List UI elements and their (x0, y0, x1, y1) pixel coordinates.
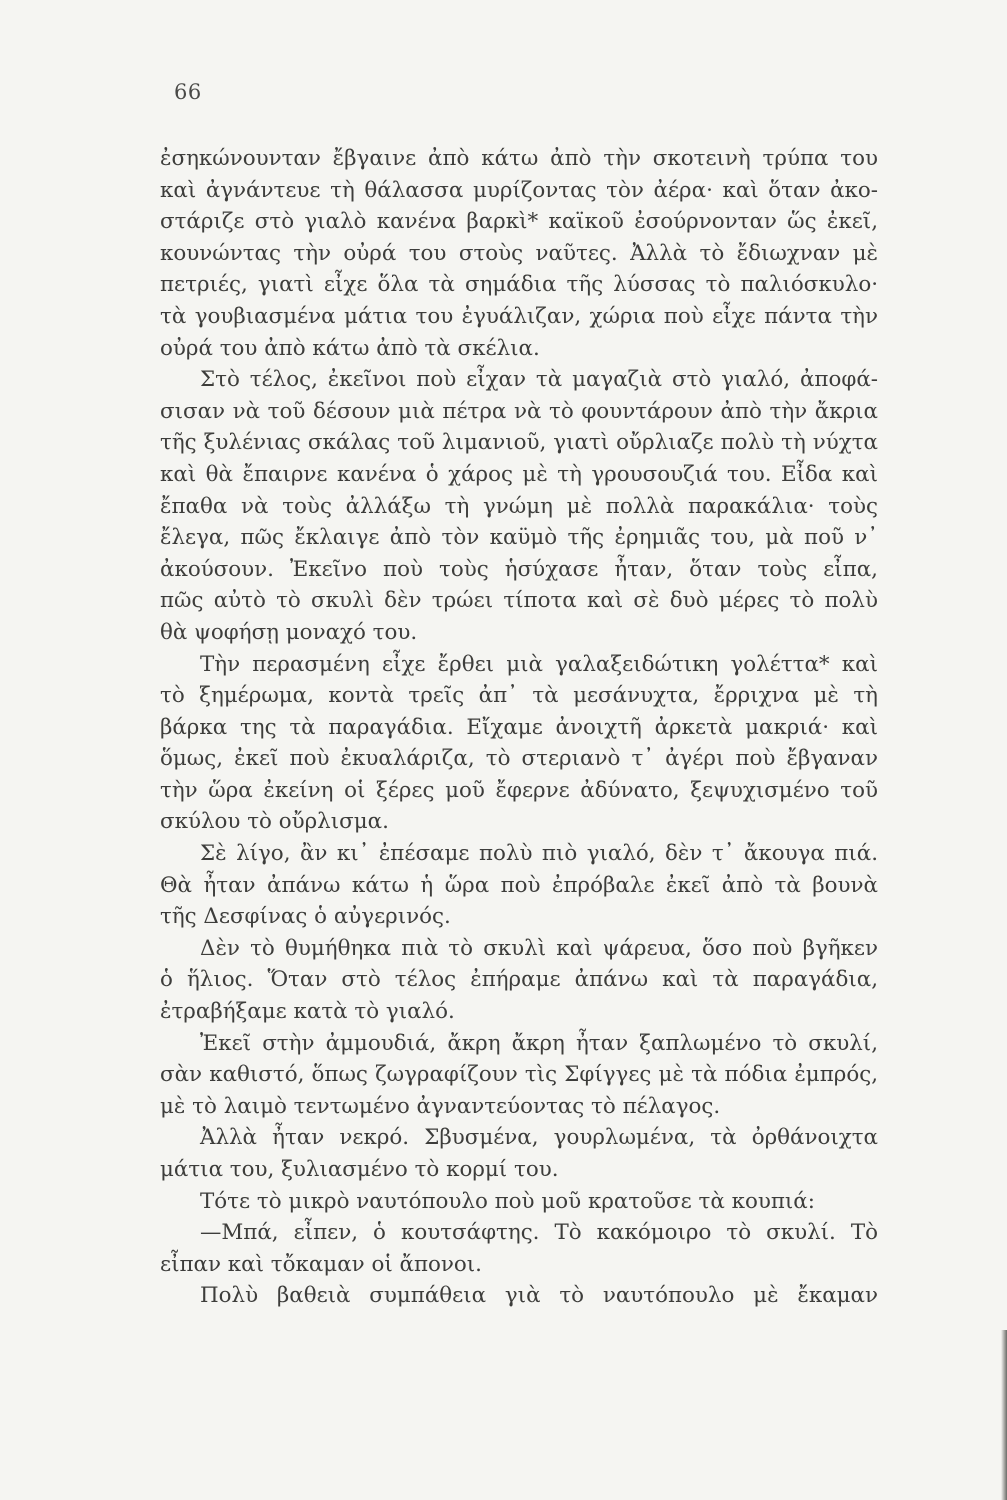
text-line: —Μπά, εἶπεν, ὁ κουτσάφτης. Τὸ κακόμοιρο τὸ σκυλί. Τὸ (200, 1220, 878, 1246)
page-number: 66 (174, 80, 202, 104)
text-line: τῆς Δεσφίνας ὁ αὐγερινός. (160, 904, 451, 930)
text-line: ἀκούσουν. Ἐκεῖνο ποὺ τοὺς ἡσύχασε ἦταν, ὅταν τοὺς εἶπα, (160, 556, 878, 582)
text-line: καὶ θὰ ἔπαιρνε κανένα ὁ χάρος μὲ τὴ γρουσουζιά του. Εἶδα καὶ (160, 461, 878, 487)
text-line: Σὲ λίγο, ἂν κι᾿ ἐπέσαμε πολὺ πιὸ γιαλό, δὲν τ᾿ ἄκουγα πιά. (200, 841, 878, 867)
text-line: ὁ ἥλιος. Ὅταν στὸ τέλος ἐπήραμε ἀπάνω καὶ τὰ παραγάδια, (160, 967, 878, 993)
text-line: ἔπαθα νὰ τοὺς ἀλλάξω τὴ γνώμη μὲ πολλὰ παρακάλια· τοὺς (160, 493, 878, 519)
text-line: κουνώντας τὴν οὐρά του στοὺς ναῦτες. Ἀλλὰ τὸ ἔδιωχναν μὲ (160, 240, 878, 266)
text-line: πετριές, γιατὶ εἶχε ὅλα τὰ σημάδια τῆς λύσσας τὸ παλιόσκυλο· (160, 272, 878, 298)
text-line: θὰ ψοφήσῃ μοναχό του. (160, 619, 418, 645)
text-line: τῆς ξυλένιας σκάλας τοῦ λιμανιοῦ, γιατὶ οὔρλιαζε πολὺ τὴ νύχτα (160, 430, 878, 456)
text-line: τὸ ξημέρωμα, κοντὰ τρεῖς ἀπ᾿ τὰ μεσάνυχτα, ἔρριχνα μὲ τὴ (160, 683, 878, 709)
text-line: τὰ γουβιασμένα μάτια του ἐγυάλιζαν, χώρια ποὺ εἶχε πάντα τὴν (160, 303, 878, 329)
text-line: μὲ τὸ λαιμὸ τεντωμένο ἀγναντεύοντας τὸ πέλαγος. (160, 1093, 721, 1119)
text-line: καὶ ἀγνάντευε τὴ θάλασσα μυρίζοντας τὸν ἀέρα· καὶ ὅταν ἀκο- (160, 177, 878, 203)
text-line: ὅμως, ἐκεῖ ποὺ ἐκυαλάριζα, τὸ στεριανὸ τ᾿ ἀγέρι ποὺ ἔβγαναν (160, 746, 878, 772)
text-line: μάτια του, ξυλιασμένο τὸ κορμί του. (160, 1157, 559, 1182)
text-line: πῶς αὐτὸ τὸ σκυλὶ δὲν τρώει τίποτα καὶ σὲ δυὸ μέρες τὸ πολὺ (160, 588, 878, 614)
text-line: σκύλου τὸ οὔρλισμα. (160, 809, 389, 835)
text-line: ἐσηκώνουνταν ἔβγαινε ἀπὸ κάτω ἀπὸ τὴν σκοτεινὴ τρύπα του (160, 146, 878, 171)
text-line: ἔλεγα, πῶς ἔκλαιγε ἀπὸ τὸν καϋμὸ τῆς ἐρημιᾶς του, μὰ ποῦ ν᾿ (160, 525, 878, 551)
text-line: τὴν ὥρα ἐκείνη οἱ ξέρες μοῦ ἔφερνε ἀδύνατο, ξεψυχισμένο τοῦ (160, 777, 878, 803)
page-edge-shadow (1001, 1330, 1007, 1500)
text-line: εἶπαν καὶ τὄκαμαν οἱ ἄπονοι. (160, 1251, 482, 1277)
text-line: Ἀλλὰ ἦταν νεκρό. Σβυσμένα, γουρλωμένα, τὰ ὀρθάνοιχτα (200, 1125, 878, 1151)
text-line: στάριζε στὸ γιαλὸ κανένα βαρκὶ* καϊκοῦ ἐσούρνονταν ὥς ἐκεῖ, (160, 209, 878, 235)
text-line: Τὴν περασμένη εἶχε ἔρθει μιὰ γαλαξειδώτικη γολέττα* καὶ (200, 651, 878, 677)
text-line: Τότε τὸ μικρὸ ναυτόπουλο ποὺ μοῦ κρατοῦσε τὰ κουπιά: (200, 1188, 815, 1214)
text-line: Πολὺ βαθειὰ συμπάθεια γιὰ τὸ ναυτόπουλο μὲ ἔκαμαν (200, 1283, 878, 1309)
text-line: βάρκα της τὰ παραγάδια. Εἴχαμε ἀνοιχτῆ ἀρκετὰ μακριά· καὶ (160, 714, 878, 740)
text-line: σισαν νὰ τοῦ δέσουν μιὰ πέτρα νὰ τὸ φουντάρουν ἀπὸ τὴν ἄκρια (160, 398, 878, 424)
text-line: Ἐκεῖ στὴν ἀμμουδιά, ἄκρη ἄκρη ἦταν ξαπλωμένο τὸ σκυλί, (200, 1030, 878, 1056)
text-line: Στὸ τέλος, ἐκεῖνοι ποὺ εἶχαν τὰ μαγαζιὰ στὸ γιαλό, ἀποφά- (200, 367, 878, 393)
body-text (160, 143, 878, 1312)
text-line: σὰν καθιστό, ὅπως ζωγραφίζουν τὶς Σφίγγες μὲ τὰ πόδια ἐμπρός, (160, 1062, 878, 1088)
text-line: Θὰ ἦταν ἀπάνω κάτω ἡ ὥρα ποὺ ἐπρόβαλε ἐκεῖ ἀπὸ τὰ βουνὰ (160, 872, 878, 898)
text-line: ἐτραβήξαμε κατὰ τὸ γιαλό. (160, 999, 455, 1025)
text-line: Δὲν τὸ θυμήθηκα πιὰ τὸ σκυλὶ καὶ ψάρευα, ὅσο ποὺ βγῆκεν (200, 935, 878, 961)
text-line: οὐρά του ἀπὸ κάτω ἀπὸ τὰ σκέλια. (160, 335, 540, 361)
